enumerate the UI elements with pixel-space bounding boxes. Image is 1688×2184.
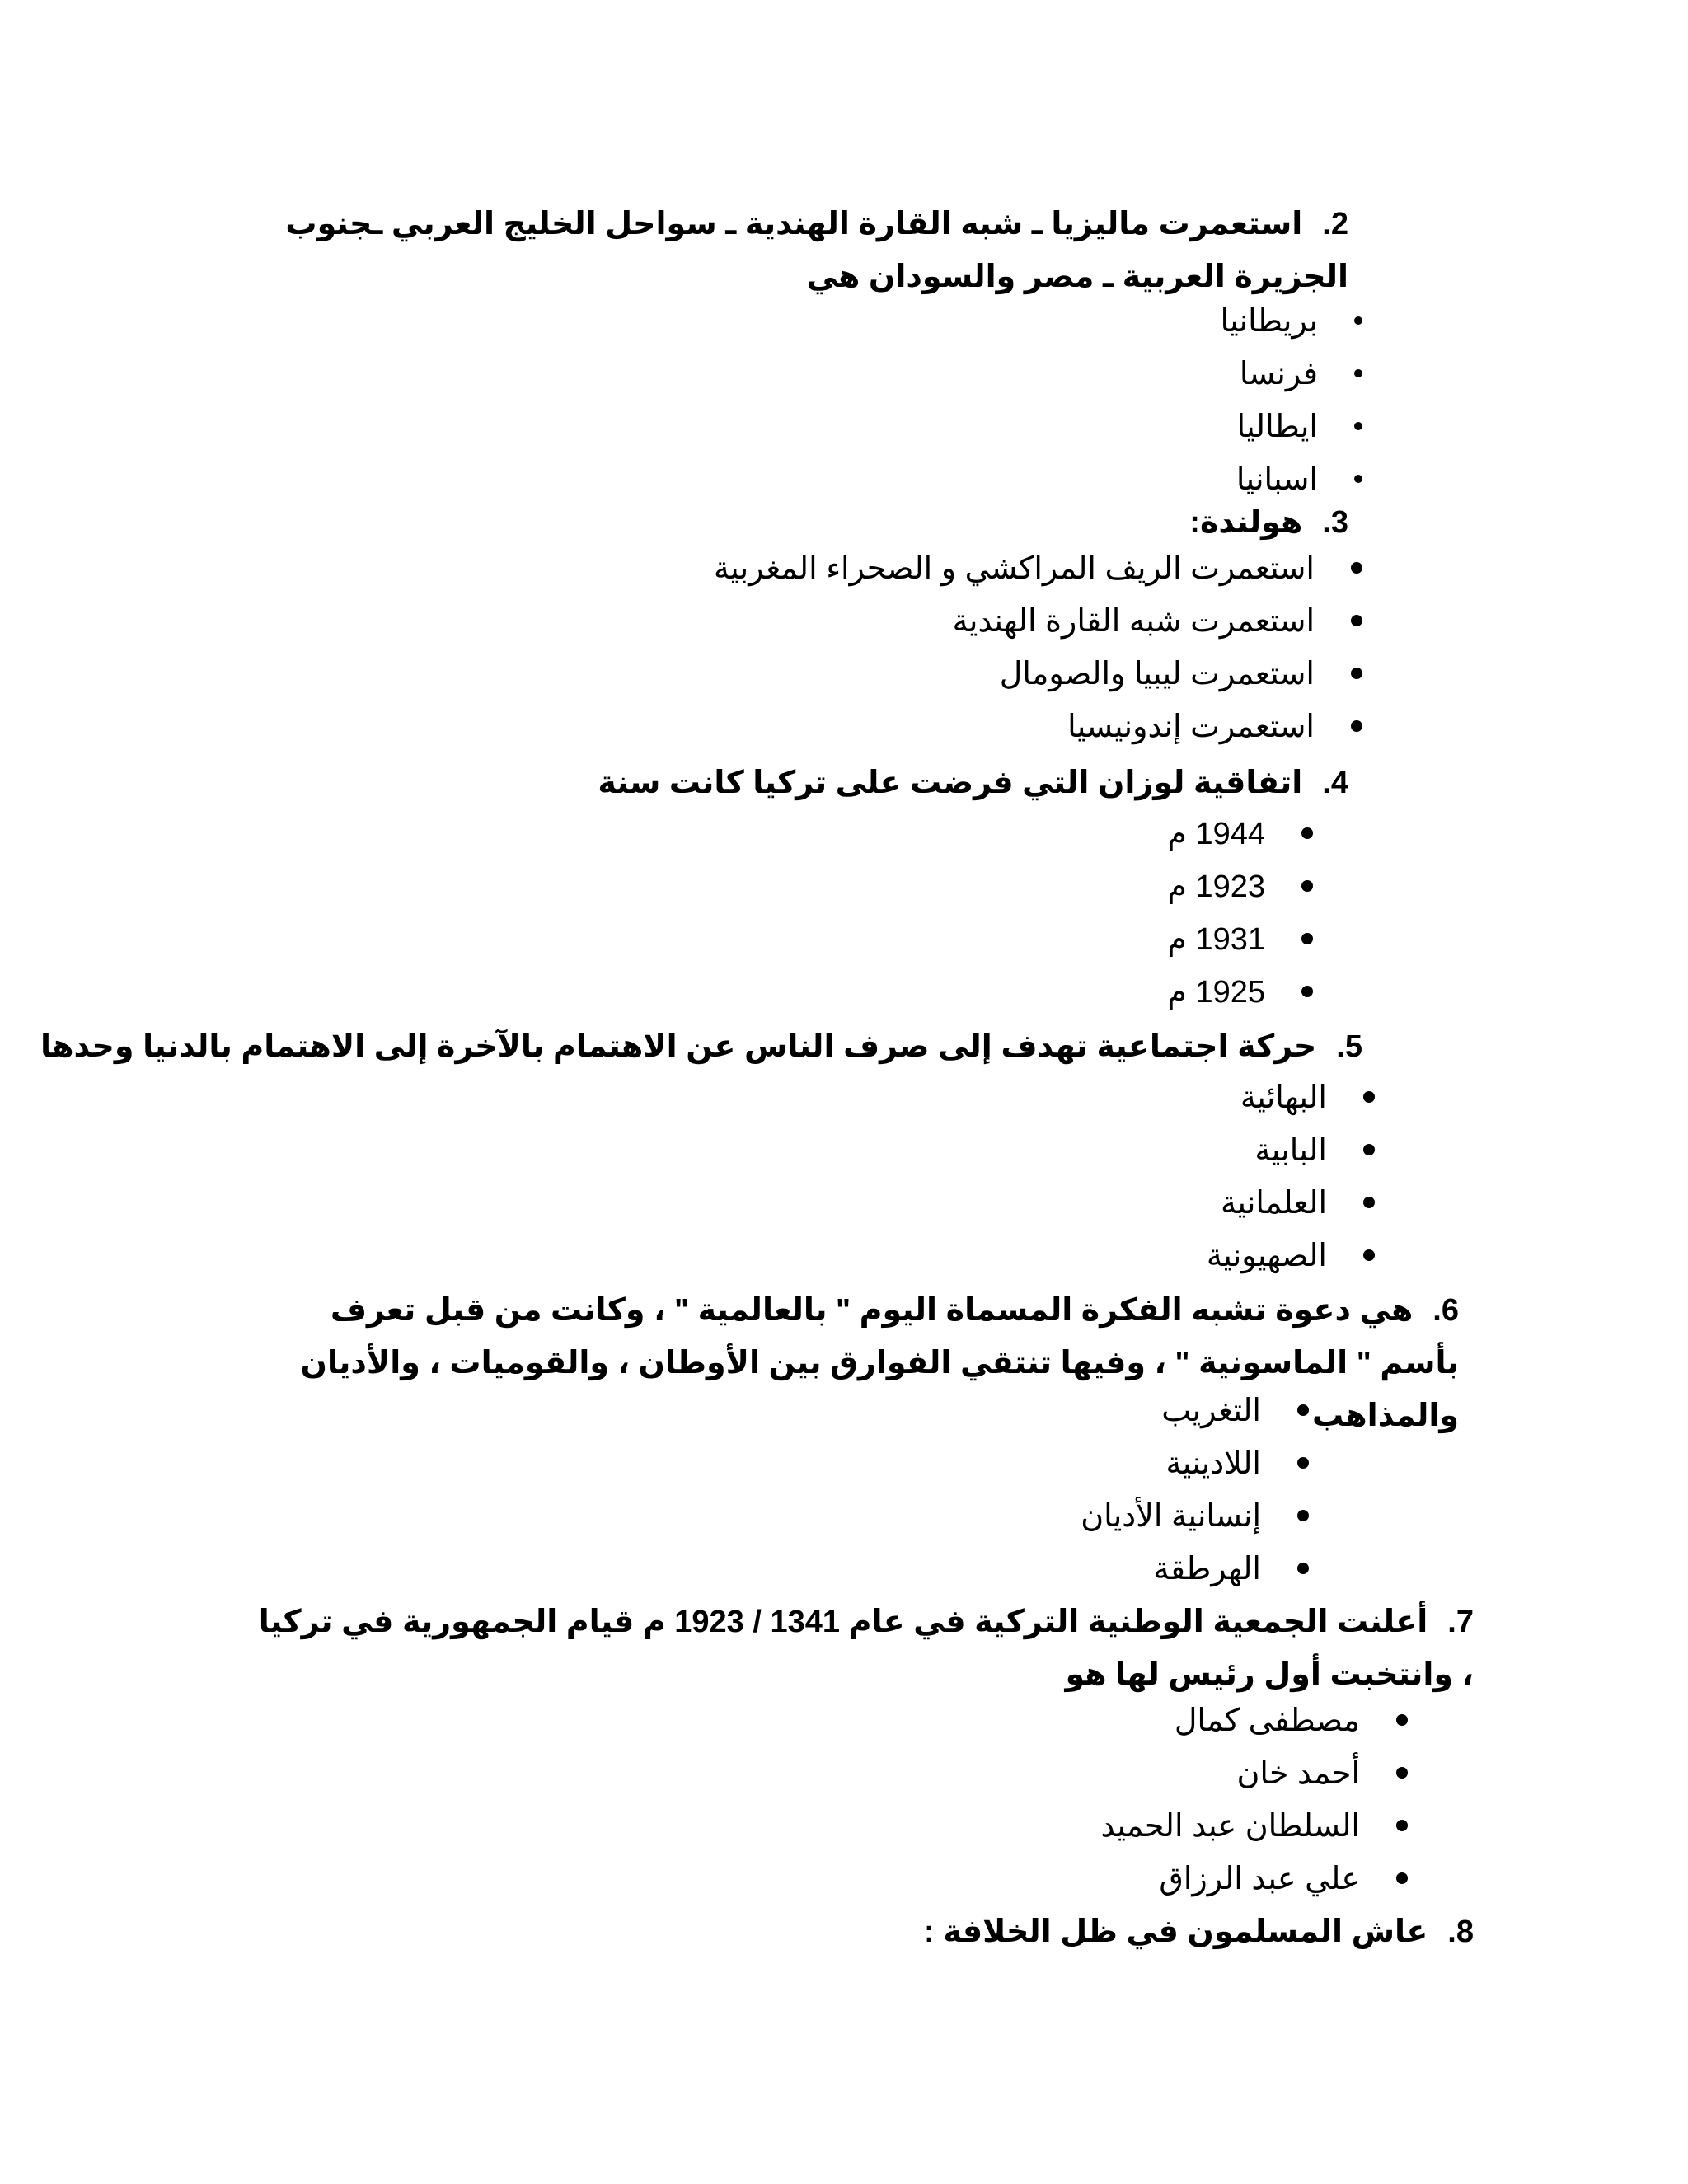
question-2: [252, 198, 1348, 303]
question-text: عاش المسلمون في ظل الخلافة :: [924, 1915, 1428, 1949]
list-item: البابية: [1207, 1124, 1375, 1177]
bullet-icon: [1297, 1404, 1309, 1416]
question-text: اتفاقية لوزان التي فرضت على تركيا كانت سنة: [598, 766, 1303, 800]
list-item: الهرطقة: [1081, 1543, 1309, 1596]
list-item: أحمد خان: [1100, 1747, 1408, 1800]
question-text: استعمرت ماليزيا ـ شبه القارة الهندية ـ سواحل الخليج العربي ـجنوب الجزيرة العربية ـ مصر والسودان هي: [285, 207, 1348, 294]
bullet-icon: [1363, 1144, 1375, 1155]
question-8: [924, 1905, 1474, 1958]
bullet-icon: [1301, 933, 1313, 944]
question-5: [40, 1020, 1362, 1073]
bullet-icon: [1354, 422, 1362, 430]
list-item: فرنسا: [1221, 348, 1363, 401]
bullet-icon: [1351, 720, 1362, 732]
question-text: أعلنت الجمعية الوطنية التركية في عام 1341 / 1923 م قيام الجمهورية في تركيا ، وانتخبت أول رئيس لها هو: [258, 1605, 1474, 1692]
bullet-icon: [1396, 1767, 1408, 1779]
list-item: مصطفى كمال: [1100, 1694, 1408, 1747]
options-list-7: [1100, 1694, 1408, 1905]
question-number: .4: [1322, 766, 1348, 800]
question-text: حركة اجتماعية تهدف إلى صرف الناس عن الاهتمام بالآخرة إلى الاهتمام بالدنيا وحدها: [40, 1029, 1317, 1064]
options-list-6: [1081, 1385, 1309, 1596]
question-7: [246, 1596, 1474, 1701]
question-number: .8: [1447, 1915, 1474, 1949]
list-item: 1925 م: [1167, 966, 1313, 1019]
question-number: .5: [1336, 1029, 1362, 1064]
list-item: السلطان عبد الحميد: [1100, 1800, 1408, 1853]
bullet-icon: [1396, 1820, 1408, 1831]
list-item: إنسانية الأديان: [1081, 1490, 1309, 1543]
list-item: البهائية: [1207, 1071, 1375, 1124]
bullet-icon: [1351, 562, 1362, 574]
bullet-icon: [1354, 369, 1362, 377]
list-item: 1923 م: [1167, 860, 1313, 913]
question-number: .2: [1322, 207, 1348, 241]
list-item: التغريب: [1081, 1385, 1309, 1437]
list-item: 1931 م: [1167, 913, 1313, 966]
bullet-icon: [1351, 668, 1362, 679]
question-3: [1189, 496, 1348, 549]
bullet-icon: [1396, 1872, 1408, 1884]
list-item: استعمرت إندونيسيا: [714, 701, 1362, 753]
bullet-icon: [1301, 827, 1313, 839]
list-item: اللادينية: [1081, 1437, 1309, 1490]
list-item: بريطانيا: [1221, 295, 1363, 348]
question-text: هي دعوة تشبه الفكرة المسماة اليوم " بالعالمية " ، وكانت من قبل تعرف بأسم " الماسونية " ، وفيها تنتقي الفوارق بين الأوطان ، والقوميات ، والأديان والمذاهب: [300, 1293, 1459, 1433]
question-number: .6: [1432, 1293, 1459, 1328]
bullet-icon: [1396, 1714, 1408, 1726]
list-item: استعمرت الريف المراكشي و الصحراء المغربية: [714, 542, 1362, 595]
options-list-5: [1207, 1071, 1375, 1282]
bullet-icon: [1354, 475, 1362, 483]
list-item: اسبانيا: [1221, 453, 1363, 506]
bullet-icon: [1297, 1563, 1309, 1574]
list-item: استعمرت شبه القارة الهندية: [714, 595, 1362, 648]
question-number: .3: [1322, 505, 1348, 540]
bullet-icon: [1301, 880, 1313, 892]
bullet-icon: [1363, 1197, 1375, 1208]
bullet-icon: [1301, 986, 1313, 997]
question-text: هولندة:: [1189, 505, 1303, 540]
question-number: .7: [1447, 1605, 1474, 1639]
list-item: ايطاليا: [1221, 401, 1363, 453]
list-item: علي عبد الرزاق: [1100, 1853, 1408, 1905]
bullet-icon: [1351, 615, 1362, 626]
list-item: العلمانية: [1207, 1177, 1375, 1230]
bullet-icon: [1297, 1457, 1309, 1469]
question-4: [598, 757, 1348, 809]
options-list-2: [1221, 295, 1363, 506]
list-item: الصهيونية: [1207, 1230, 1375, 1282]
bullet-icon: [1363, 1249, 1375, 1261]
bullet-icon: [1354, 316, 1362, 325]
list-item: استعمرت ليبيا والصومال: [714, 648, 1362, 701]
options-list-3: [714, 542, 1362, 753]
bullet-icon: [1297, 1510, 1309, 1521]
bullet-icon: [1363, 1091, 1375, 1103]
list-item: 1944 م: [1167, 808, 1313, 860]
options-list-4: [1167, 808, 1313, 1019]
